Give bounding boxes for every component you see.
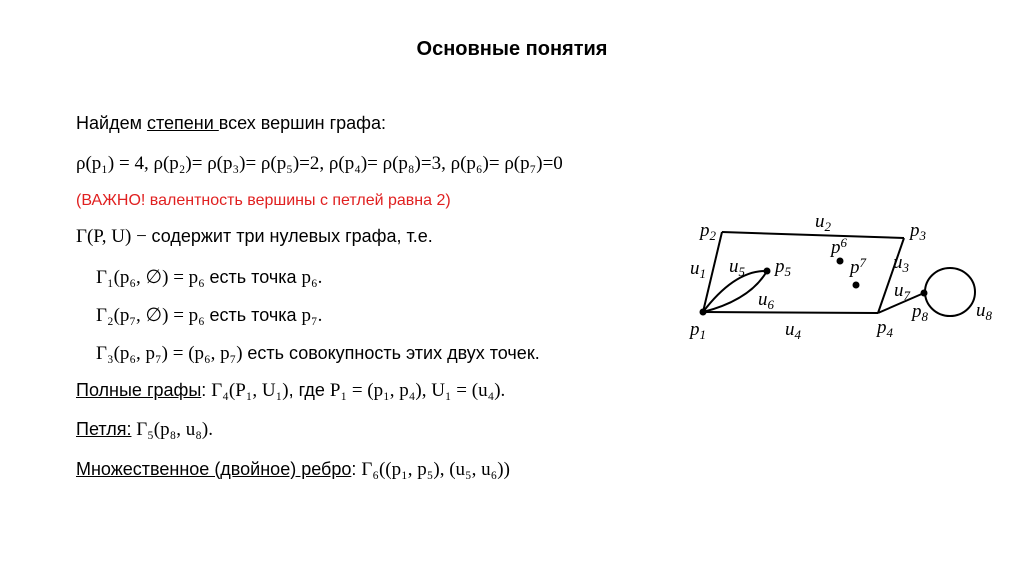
gamma3-text: есть совокупность этих двух точек. [247, 343, 540, 363]
gamma2-formula: Γ₂(p₇, ∅) = p₆ [96, 305, 210, 326]
gamma3-formula: Γ₃(p₆, p₇) = (p₆, p₇) [96, 343, 248, 364]
null-graphs-text: содержит три нулевых графа, т.е. [151, 226, 433, 246]
gamma5-formula: Γ₅(p₈, u₈). [131, 419, 213, 440]
label-p6: $p^6$ [831, 235, 847, 258]
degrees-term: степени [146, 113, 219, 133]
vertex-p1 [700, 309, 707, 316]
multi-edge-colon: : [351, 459, 362, 479]
multi-edge-term: Множественное (двойное) ребро [76, 459, 352, 479]
complete-where: , где [288, 380, 330, 400]
edge-u3 [878, 238, 904, 313]
gamma2-text: есть точка [209, 305, 302, 325]
gamma4-formula: Γ₄(P₁, U₁) [211, 380, 289, 401]
complete-graphs-term: Полные графы [76, 380, 202, 400]
label-u5: $u_5$ [729, 256, 745, 279]
edge-u4 [703, 312, 878, 313]
label-p3: $p_3$ [910, 220, 926, 243]
complete-colon: : [201, 380, 212, 400]
loop-u8 [925, 268, 975, 316]
edge-u2 [722, 232, 904, 238]
label-p1: $p_1$ [690, 319, 706, 342]
label-u1: $u_1$ [690, 258, 706, 281]
intro-text-a: Найдем [76, 113, 147, 133]
degree-formula: ρ(p₁) = 4, ρ(p₂)= ρ(p₃)= ρ(p₅)=2, ρ(p₄)= ρ(p₈)=3, ρ(p₆)= ρ(p₇)=0 [76, 153, 563, 174]
label-p8: $p_8$ [912, 301, 928, 324]
label-p5: $p_5$ [775, 256, 791, 279]
slide-title: Основные понятия [416, 38, 608, 60]
important-note: (ВАЖНО! валентность вершины с петлей равна 2) [76, 192, 451, 209]
label-u2: $u_2$ [815, 211, 831, 234]
vertex-p7 [853, 282, 860, 289]
gamma1-text: есть точка [209, 267, 302, 287]
label-u6: $u_6$ [758, 289, 774, 312]
gamma2-point: p₇. [301, 305, 323, 326]
loop-term: Петля: [76, 419, 132, 439]
label-u4: $u_4$ [785, 319, 801, 342]
gamma-formula: Γ(P, U) − [76, 226, 152, 247]
label-p2: $p_2$ [700, 220, 716, 243]
vertex-p6 [837, 258, 844, 265]
label-u7: $u_7$ [894, 280, 910, 303]
label-p7: $p^7$ [850, 255, 866, 278]
gamma1-point: p₆. [301, 267, 323, 288]
p1-u1-formula: P₁ = (p₁, p₄), U₁ = (u₄). [329, 380, 506, 401]
label-u8: $u_8$ [976, 300, 992, 323]
vertex-p5 [764, 268, 771, 275]
intro-text-c: всех вершин графа: [218, 113, 386, 133]
label-u3: $u_3$ [893, 252, 909, 275]
vertex-p8 [921, 290, 928, 297]
gamma6-formula: Γ₆((p₁, p₅), (u₅, u₆)) [361, 459, 510, 480]
gamma1-formula: Γ₁(p₆, ∅) = p₆ [96, 267, 210, 288]
label-p4: $p_4$ [877, 317, 893, 340]
